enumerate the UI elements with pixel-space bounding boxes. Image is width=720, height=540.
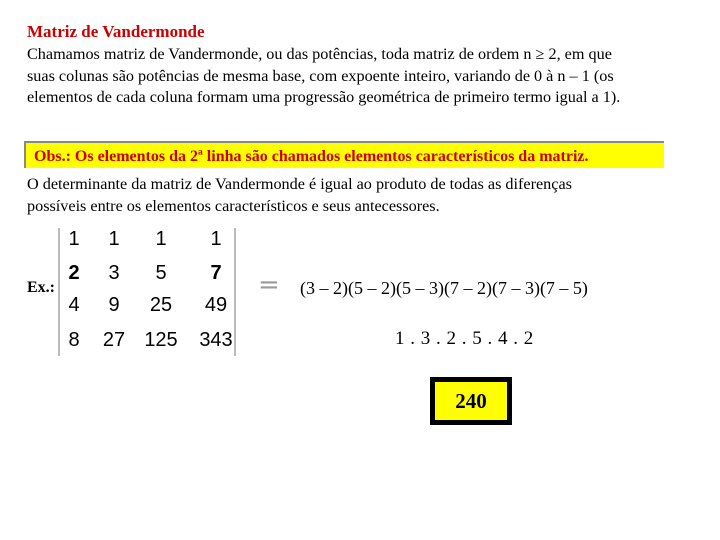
definition-line: Chamamos matriz de Vandermonde, ou das potências, toda matriz de ordem n ≥ 2, em que: [27, 45, 612, 63]
product-expression: 1 . 3 . 2 . 5 . 4 . 2: [395, 328, 534, 349]
matrix-cell-characteristic: 3: [108, 262, 120, 284]
matrix-cell: 4: [68, 294, 80, 316]
matrix-cell: 27: [102, 329, 126, 351]
page-title: Matriz de Vandermonde: [27, 22, 205, 41]
matrix-cell: 25: [149, 294, 173, 316]
determinant-paragraph: [27, 173, 707, 217]
matrix-cell: 1: [68, 228, 80, 250]
matrix-cell: 49: [204, 294, 228, 316]
matrix-cell-characteristic: 2: [68, 262, 80, 284]
determinant-line: O determinante da matriz de Vandermonde é igual ao produto de todas as diferenças: [27, 175, 572, 193]
matrix-cell: 9: [108, 294, 120, 316]
matrix-cell-characteristic: 5: [155, 262, 167, 284]
definition-paragraph: [27, 44, 707, 109]
matrix-cell: 1: [210, 228, 222, 250]
determinant-line: possíveis entre os elementos característicos e seus antecessores.: [27, 197, 440, 215]
difference-expression: (3 – 2)(5 – 2)(5 – 3)(7 – 2)(7 – 3)(7 – 5): [300, 278, 588, 298]
definition-line: elementos de cada coluna formam uma progressão geométrica de primeiro termo igual a 1).: [27, 88, 621, 106]
matrix-cell: 1: [155, 228, 167, 250]
matrix-cell: 8: [68, 329, 80, 351]
matrix-cell: 343: [199, 329, 233, 351]
result-value: 240: [435, 382, 507, 420]
matrix-cell-characteristic: 7: [210, 262, 222, 284]
vandermonde-matrix: [58, 226, 238, 356]
equals-sign: =: [258, 270, 280, 300]
result-box: [430, 377, 512, 425]
definition-line: suas colunas são potências de mesma base, com expoente inteiro, variando de 0 à n – 1 (os: [27, 66, 614, 85]
example-label: Ex.:: [27, 279, 55, 296]
matrix-cell: 125: [144, 329, 178, 351]
observation-note: Obs.: Os elementos da 2ª linha são chamados elementos característicos da matriz.: [24, 141, 664, 168]
matrix-cell: 1: [108, 228, 120, 250]
